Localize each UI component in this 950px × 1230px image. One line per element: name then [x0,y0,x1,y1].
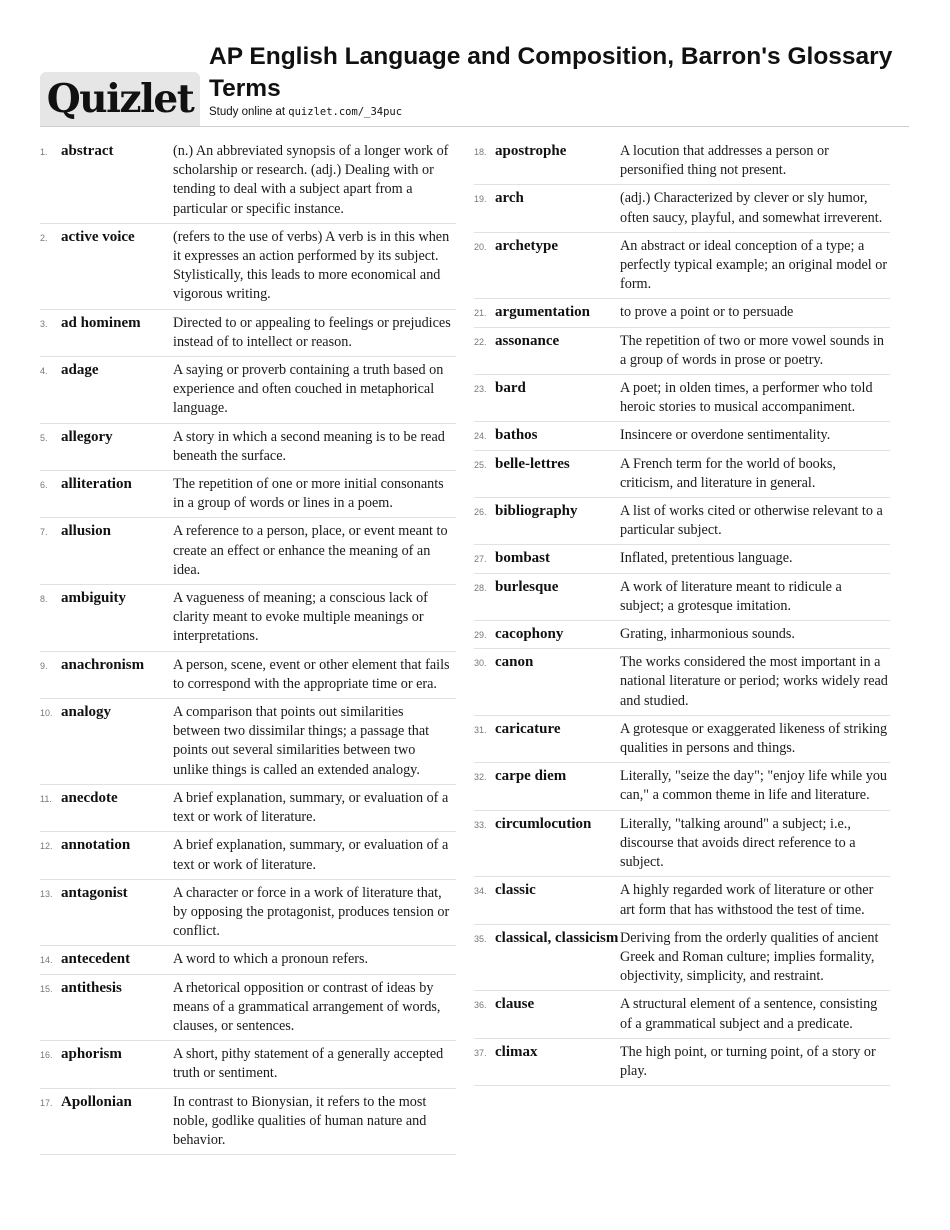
glossary-row [474,422,890,450]
glossary-row [40,224,456,310]
glossary-row [40,785,456,832]
term-number: 4. [40,366,48,377]
glossary-row [474,877,890,924]
term-number: 3. [40,318,48,329]
term-word: arch [495,190,524,207]
term-definition: A brief explanation, summary, or evaluation of a text or work of literature. [173,837,449,873]
term-number: 6. [40,480,48,491]
term-number: 26. [474,507,487,518]
term-number: 14. [40,955,53,966]
header-divider [40,126,909,127]
term-number: 18. [474,147,487,157]
term-definition: A list of works cited or otherwise relevant to a particular subject. [620,503,883,539]
term-word: assonance [495,332,560,349]
term-definition: A work of literature meant to ridicule a subject; a grotesque imitation. [620,578,842,614]
term-number: 5. [40,432,48,443]
glossary-row [40,1089,456,1156]
glossary-row [40,880,456,947]
term-word: bombast [495,550,551,567]
term-definition: Directed to or appealing to feelings or prejudices instead of to intellect or reason. [173,314,451,350]
term-word: Apollonian [61,1093,132,1110]
term-definition: The repetition of two or more vowel sounds in a group of words in prose or poetry. [620,332,884,368]
term-number: 36. [474,1000,487,1011]
term-word: carpe diem [495,768,567,785]
term-word: adage [61,362,99,379]
glossary-row [40,424,456,471]
term-word: bathos [495,427,538,444]
term-word: climax [495,1043,538,1060]
term-number: 12. [40,841,53,852]
glossary-row [40,310,456,357]
term-definition: A reference to a person, place, or event meant to create an effect or enhance the meaning of an idea. [173,523,448,578]
term-definition: A structural element of a sentence, consisting of a grammatical subject and a predicate. [620,996,878,1032]
glossary-row [474,375,890,422]
term-number: 22. [474,336,487,347]
glossary-row [40,699,456,785]
term-number: 29. [474,630,487,641]
term-word: anachronism [61,656,145,673]
term-definition: A short, pithy statement of a generally accepted truth or sentiment. [173,1046,444,1082]
term-definition: In contrast to Bionysian, it refers to the most noble, godlike qualities of human nature and behavior. [173,1093,427,1148]
term-definition: A poet; in olden times, a performer who told heroic stories to musical accompaniment. [620,380,873,416]
term-definition: The repetition of one or more initial consonants in a group of words or lines in a poem. [173,476,444,512]
term-number: 10. [40,708,53,719]
glossary-row [40,518,456,585]
term-definition: The works considered the most important in a national literature or period; works widely read and studied. [620,654,888,709]
term-number: 20. [474,241,487,252]
term-word: active voice [61,228,135,245]
glossary-row [474,763,890,810]
term-number: 31. [474,724,487,735]
term-number: 7. [40,527,48,538]
term-word: bard [495,380,526,397]
term-word: ad hominem [61,314,141,331]
term-word: aphorism [61,1046,122,1063]
term-word: allusion [61,523,112,540]
glossary-row [474,451,890,498]
term-definition: A comparison that points out similarities between two dissimilar things; a passage that points out several similarities between two unlike things is called an extended analogy. [173,704,430,778]
term-number: 8. [40,594,48,605]
glossary-row [40,652,456,699]
term-definition: A character or force in a work of literature that, by opposing the protagonist, produces tension or conflict. [173,884,450,940]
term-word: allegory [61,428,113,445]
term-definition: Insincere or overdone sentimentality. [620,427,831,444]
term-definition: to prove a point or to persuade [620,304,794,321]
glossary-row [474,545,890,573]
term-word: canon [495,654,534,671]
glossary-row [474,621,890,649]
term-definition: Literally, "talking around" a subject; i.e., discourse that avoids direct reference to a subject. [620,815,856,871]
term-word: circumlocution [495,815,592,832]
term-word: anecdote [61,789,118,806]
term-definition: A word to which a pronoun refers. [173,951,369,968]
term-word: burlesque [495,578,559,595]
term-number: 13. [40,888,53,899]
term-definition: Literally, "seize the day"; "enjoy life while you can," a common theme in life and literature. [620,768,888,804]
glossary-row [474,716,890,763]
term-word: archetype [495,237,559,254]
term-number: 16. [40,1050,53,1061]
term-number: 17. [40,1097,53,1108]
term-number: 23. [474,384,487,395]
glossary-row [40,1041,456,1088]
term-word: bibliography [495,503,578,520]
term-definition: A story in which a second meaning is to be read beneath the surface. [173,428,445,464]
term-word: belle-lettres [495,455,570,472]
term-word: antecedent [61,951,131,968]
glossary-row [474,138,890,185]
glossary-row [40,138,456,224]
term-definition: A locution that addresses a person or personified thing not present. [620,143,829,179]
term-definition: Deriving from the orderly qualities of ancient Greek and Roman culture; implies formality, objectivity, simplicity, and restraint. [620,929,879,985]
term-definition: A grotesque or exaggerated likeness of striking qualities in persons and things. [620,720,888,757]
term-definition: Inflated, pretentious language. [620,550,793,567]
term-number: 15. [40,983,53,994]
term-definition: Grating, inharmonious sounds. [620,626,795,643]
term-number: 28. [474,582,487,593]
term-word: apostrophe [495,143,567,159]
glossary-row [474,991,890,1038]
glossary-row [474,299,890,327]
term-number: 33. [474,819,487,830]
term-definition: A saying or proverb containing a truth based on experience and often couched in metaphorical language. [173,362,444,417]
study-prefix: Study online at [209,106,289,118]
glossary-row [40,832,456,879]
term-word: ambiguity [61,590,127,607]
term-word: alliteration [61,476,132,493]
term-definition: A brief explanation, summary, or evaluation of a text or work of literature. [173,789,449,826]
left-column [40,138,456,1155]
term-word: abstract [61,143,114,159]
term-number: 37. [474,1047,487,1058]
term-word: analogy [61,704,112,721]
term-word: classical, classicism [495,929,619,946]
term-definition: A person, scene, event or other element that fails to correspond with the appropriate time or era. [173,656,450,692]
logo-text: Quizlet [46,75,194,122]
term-word: annotation [61,837,131,854]
term-definition: A French term for the world of books, criticism, and literature in general. [620,455,836,491]
term-number: 11. [40,793,52,804]
term-word: antagonist [61,884,128,901]
term-definition: (adj.) Characterized by clever or sly humor, often saucy, playful, and somewhat irreverent. [620,190,883,226]
term-number: 9. [40,660,48,671]
right-column [474,138,890,1086]
study-online-line [209,106,402,118]
term-word: argumentation [495,304,590,321]
term-definition: A highly regarded work of literature or other art form that has withstood the test of time. [620,882,874,918]
glossary-row [474,233,890,300]
glossary-row [40,357,456,424]
glossary-row [474,498,890,545]
term-number: 25. [474,459,487,470]
term-number: 19. [474,194,487,205]
glossary-row [40,585,456,652]
term-definition: The high point, or turning point, of a story or play. [620,1043,876,1079]
term-number: 21. [474,308,487,319]
term-definition: (n.) An abbreviated synopsis of a longer work of scholarship or research. (adj.) Dealing with or tending to deal with a subject apart from a particular or specific instance. [173,143,449,217]
study-url-link[interactable]: quizlet.com/_34puc [288,106,403,118]
term-word: caricature [495,720,561,737]
glossary-row [40,946,456,974]
glossary-row [474,925,890,992]
term-number: 2. [40,232,48,243]
term-word: clause [495,996,535,1013]
glossary-row [40,975,456,1042]
glossary-row [474,1039,890,1086]
term-definition: A vagueness of meaning; a conscious lack of clarity meant to evoke multiple meanings or interpretations. [173,590,428,645]
term-word: classic [495,882,536,899]
glossary-row [474,328,890,375]
term-number: 1. [40,147,48,157]
term-number: 32. [474,772,487,783]
glossary-row [474,811,890,878]
term-word: antithesis [61,979,122,996]
glossary-row [474,185,890,232]
term-definition: An abstract or ideal conception of a type; a perfectly typical example; an original model or form. [620,237,888,293]
term-word: cacophony [495,626,564,643]
term-number: 27. [474,554,487,565]
term-definition: A rhetorical opposition or contrast of ideas by means of a grammatical arrangement of words, clauses, or sentences. [173,979,441,1034]
glossary-row [474,574,890,621]
glossary-row [474,649,890,716]
term-number: 34. [474,886,487,897]
glossary-row [40,471,456,518]
term-definition: (refers to the use of verbs) A verb is in this when it expresses an action performed by its subject. Stylistically, this leads to more economical and vigorous writing. [173,228,450,303]
term-number: 30. [474,658,487,669]
term-number: 24. [474,431,487,442]
quizlet-logo [40,72,200,126]
page-title: AP English Language and Composition, Barron's Glossary Terms [209,43,893,102]
term-number: 35. [474,933,487,944]
